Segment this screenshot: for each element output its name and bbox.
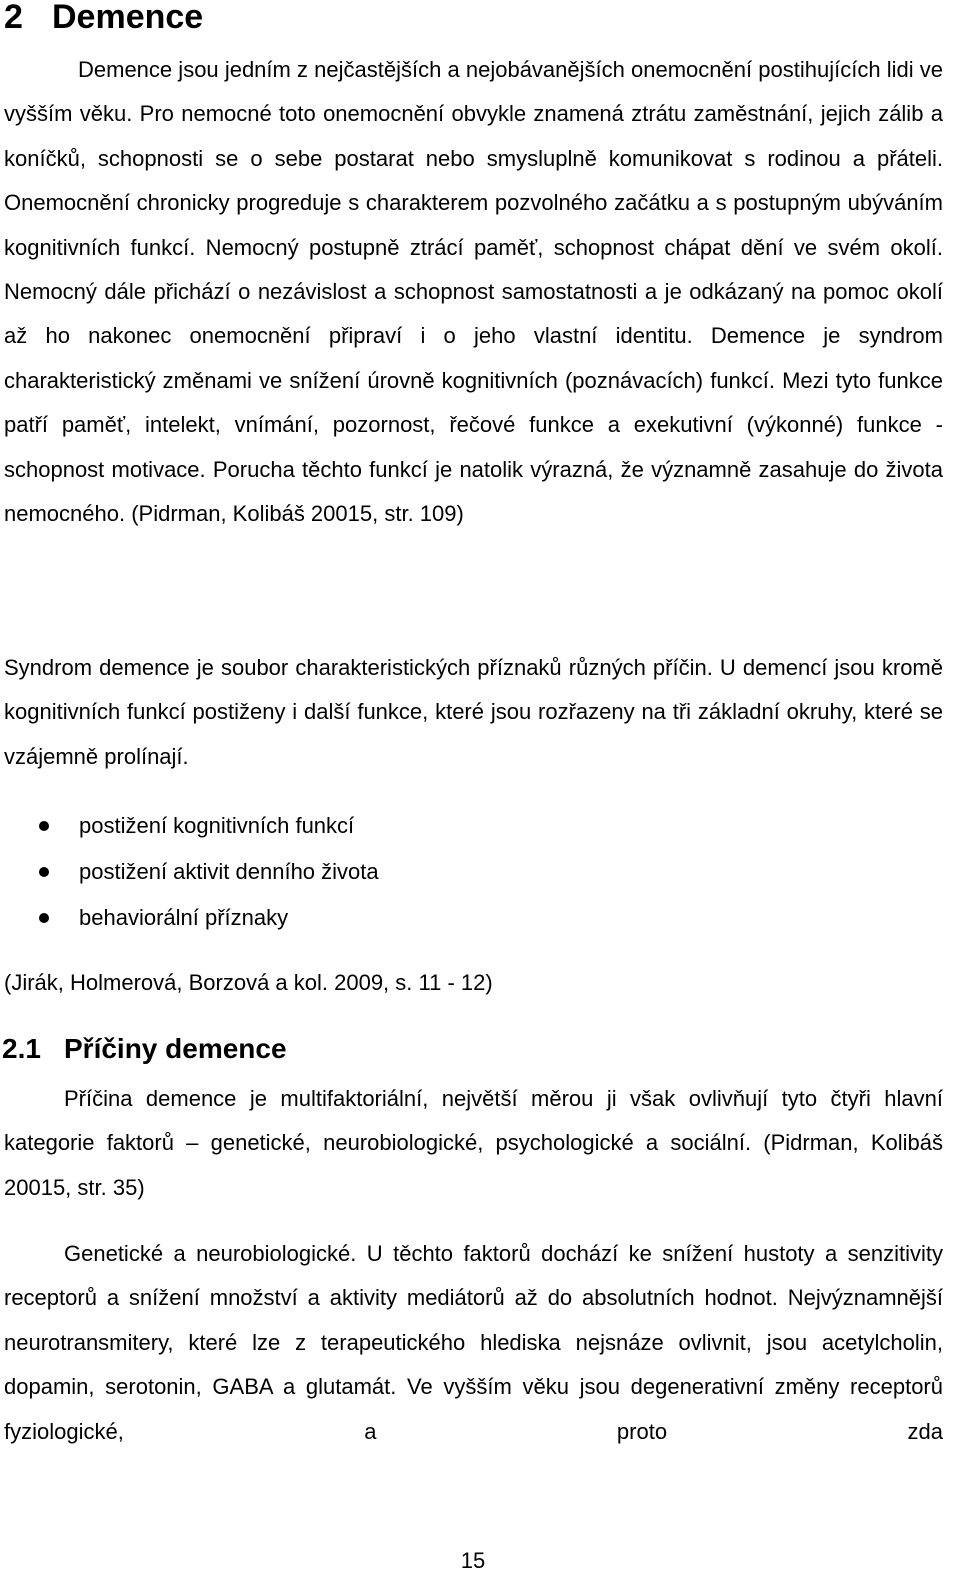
list-item: postižení kognitivních funkcí xyxy=(0,803,379,849)
section-number: 2 xyxy=(4,0,23,36)
section-title: Demence xyxy=(52,0,204,36)
subsection-title: Příčiny demence xyxy=(64,1033,287,1064)
intro-paragraph: Demence jsou jedním z nejčastějších a nejobávanějších onemocnění postihujících lidi ve vyšším věku. Pro nemocné toto onemocnění obvykle znamená ztrátu zaměstnání, jejich zálib a koníčků, schopnosti se o sebe postarat nebo smysluplně komunikovat s rodinou a přáteli. Onemocnění chronicky progreduje s charakterem pozvolného začátku a s postupným ubýváním kognitivních funkcí. Nemocný postupně ztrácí paměť, schopnost chápat dění ve svém okolí. Nemocný dále přichází o nezávislost a schopnost samostatnosti a je odkázaný na pomoc okolí až ho nakonec onemocnění připraví i o jeho vlastní identitu. Demence je syndrom charakteristický změnami ve snížení úrovně kognitivních (poznávacích) funkcí. Mezi tyto funkce patří paměť, intelekt, vnímání, pozornost, řečové funkce a exekutivní (výkonné) funkce - schopnost motivace. Porucha těchto funkcí je natolik výrazná, že významně zasahuje do života nemocného. (Pidrman, Kolibáš 20015, str. 109) xyxy=(4,57,943,527)
subsection-heading xyxy=(2,1029,287,1069)
list-item: behaviorální příznaky xyxy=(0,895,379,941)
symptom-list xyxy=(0,803,379,941)
list-item: postižení aktivit denního života xyxy=(0,849,379,895)
genetic-paragraph: Genetické a neurobiologické. U těchto faktorů dochází ke snížení hustoty a senzitivity receptorů a snížení množství a aktivity mediátorů až do absolutních hodnot. Nejvýznamnější neurotransmitery, které lze z terapeutického hlediska nejsnáze ovlivnit, jsou acetylcholin, dopamin, serotonin, GABA a glutamát. Ve vyšším věku jsou degenerativní změny receptorů fyziologické, a proto zda xyxy=(4,1241,943,1444)
page-number: 15 xyxy=(460,1548,486,1573)
syndrome-paragraph: Syndrom demence je soubor charakteristických příznaků různých příčin. U demencí jsou kromě kognitivních funkcí postiženy i další funkce, které jsou rozřazeny na tři základní okruhy, které se vzájemně prolínají. xyxy=(4,655,943,769)
causes-paragraph: Příčina demence je multifaktoriální, největší měrou ji však ovlivňují tyto čtyři hlavní kategorie faktorů – genetické, neurobiologické, psychologické a sociální. (Pidrman, Kolibáš 20015, str. 35) xyxy=(4,1086,943,1200)
section-heading xyxy=(4,0,203,38)
subsection-number: 2.1 xyxy=(2,1033,41,1064)
citation: (Jirák, Holmerová, Borzová a kol. 2009, s. 11 - 12) xyxy=(4,970,493,995)
